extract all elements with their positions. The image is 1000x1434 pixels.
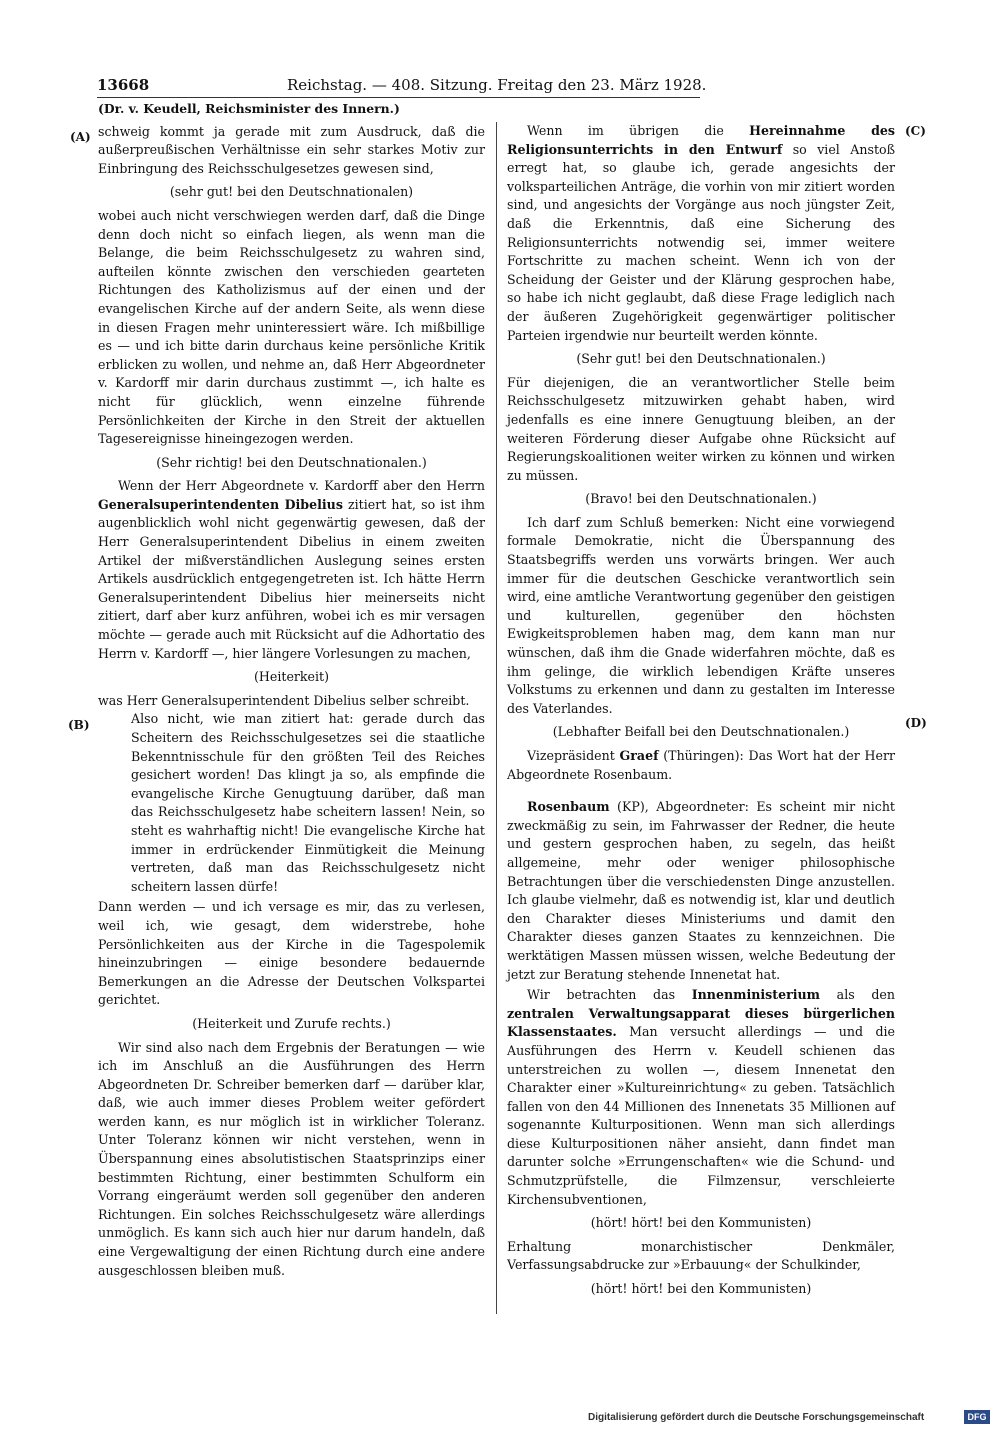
footer-credit: Digitalisierung gefördert durch die Deutsche Forschungsgemeinschaft	[588, 1412, 925, 1423]
right-column	[507, 122, 895, 1304]
speaker-name: Graef	[619, 748, 659, 763]
paragraph: wobei auch nicht verschwiegen werden darf, daß die Dinge denn doch nicht so einfach liegen, als wenn man die Belange, die beim Reichsschulgesetz zu wahren sind, aufteilen könnte zwischen den verschieden gearteten Richtungen des Katholizismus auf der einen und der evangelischen Kirche auf der andern Seite, als wenn diese in diesen Fragen mehr uninteressiert wäre. Ich mißbillige es — und ich bitte darin durchaus keine persönliche Kritik erblicken zu wollen, und nehme an, daß Herr Abgeordneter v. Kardorff mir darin durchaus zustimmt —, ich halte es nicht für glücklich, wenn einzelne führende Persönlichkeiten der Kirche in den Streit der aktuellen Tagesereignisse hineingezogen werden.	[98, 207, 485, 447]
paragraph: Dann werden — und ich versage es mir, das zu verlesen, weil ich, wie gesagt, dem widerstrebe, hohe Persönlichkeiten aus der Kirche in die Tagespolemik hineinzubringen — einige besondere bedauernde Bemerkungen an die Adresse der Deutschen Volkspartei gerichtet.	[98, 899, 485, 1008]
left-column	[98, 100, 485, 1280]
paragraph	[507, 798, 895, 984]
paragraph	[507, 122, 895, 345]
paragraph	[98, 477, 485, 663]
text-run: als den	[820, 987, 895, 1003]
margin-marker-d: (D)	[905, 716, 927, 730]
paragraph: Erhaltung monarchistischer Denkmäler, Verfassungsabdrucke zur »Erbauung« der Schulkinder,	[507, 1238, 895, 1273]
audience-reaction: (Sehr gut! bei den Deutschnationalen.)	[576, 351, 826, 367]
text-run: zitiert hat, so ist ihm augenblicklich wohl nicht gegenwärtig gewesen, daß der Herr Generalsuperintendent Dibelius in einem zweiten Artikel der mißverständlichen Auslegung seines ersten Artikels ausdrücklich entgegengetreten ist. Ich hätte Herrn Generalsuperintendent Dibelius hier meinerseits nicht zitiert, darf aber kurz anführen, wobei ich es mir versagen möchte — gerade auch mit Rücksicht auf die Adhortatio des Herrn v. Kardorff —, hier längere Vorlesungen zu machen,	[98, 496, 486, 661]
bold-text-run: Hereinnahme des Religionsunterrichts in den Entwurf	[507, 123, 895, 157]
text-run: Vizepräsident	[527, 748, 620, 763]
paragraph	[507, 747, 895, 784]
paragraph: schweig kommt ja gerade mit zum Ausdruck, daß die außerpreußischen Verhältnisse ein sehr starkes Motiv zur Einbringung des Reichsschulgesetzes gewesen sind,	[98, 123, 485, 176]
audience-reaction: (Sehr richtig! bei den Deutschnationalen.)	[156, 454, 427, 470]
audience-reaction: (sehr gut! bei den Deutschnationalen)	[169, 184, 414, 200]
margin-marker-c: (C)	[905, 124, 926, 138]
audience-reaction: (hört! hört! bei den Kommunisten)	[590, 1215, 812, 1231]
speaker-name: Rosenbaum	[527, 799, 610, 815]
audience-reaction: (Heiterkeit und Zurufe rechts.)	[192, 1015, 391, 1031]
speaker-attribution: (Dr. v. Keudell, Reichsminister des Innern.)	[98, 101, 400, 116]
audience-reaction: (Heiterkeit)	[254, 669, 329, 685]
bold-text-run: zentralen Verwaltungsapparat dieses bürgerlichen Klassenstaates.	[507, 1005, 895, 1040]
page-header	[97, 74, 707, 96]
text-run: Man versucht allerdings — und die Ausführungen des Herrn v. Keudell schienen das unterstreichen zu wollen —, diesem Innenetat den Charakter einer »Kultureinrichtung« zu geben. Tatsächlich fallen von den 44 Millionen des Innenetats 35 Millionen auf sogenannte Kulturpositionen. Wenn man sich allerdings diese Kulturpositionen näher ansieht, dann findet man darunter solche »Errungenschaften« wie die Schund- und Schmutzprüfstelle, die Filmzensur, verschleierte Kirchensubventionen,	[507, 1024, 895, 1207]
text-run: (Thüringen): Das Wort hat der Herr Abgeordnete Rosenbaum.	[507, 748, 895, 782]
paragraph: Ich darf zum Schluß bemerken: Nicht eine vorwiegend formale Demokratie, nicht die Überspannung des Staatsbegriffs werden uns vorwärts bringen. Wer auch immer für die deutschen Geschicke verantwortlich sein wird, eine amtliche Verantwortung gegenüber den geistigen und kulturellen, gegenüber den höchsten Ewigkeitsproblemen haben mag, dem kann man nur wünschen, daß ihm die Gnade widerfahren möchte, daß es ihm gelinge, die wirklich lebendigen Kräfte unseres Volkstums zu erkennen und dann zu gestalten im Interesse des Vaterlandes.	[507, 514, 895, 716]
audience-reaction: (Bravo! bei den Deutschnationalen.)	[585, 491, 817, 507]
page-running-title: Reichstag. — 408. Sitzung. Freitag den 23. März 1928.	[287, 76, 707, 94]
block-quote: Also nicht, wie man zitiert hat: gerade durch das Scheitern des Reichsschulgesetzes sei die staatliche Bekenntnisschule für den größten Teil des Reiches gesichert worden! Das klingt ja so, als empfinde die evangelische Kirche Genugtuung darüber, daß man das Reichsschulgesetz habe scheitern lassen! Nein, so steht es wahrhaftig nicht! Die evangelische Kirche hat immer in erdrückender Einmütigkeit die Meinung vertreten, daß man das Reichsschulgesetz nicht scheitern lassen dürfe!	[131, 711, 485, 894]
audience-reaction: (Lebhafter Beifall bei den Deutschnationalen.)	[552, 724, 850, 740]
dfg-logo: DFG	[964, 1410, 990, 1424]
margin-marker-b: (B)	[68, 718, 90, 732]
text-run: Wir betrachten das	[527, 987, 692, 1003]
margin-marker-a: (A)	[70, 130, 91, 144]
paragraph	[507, 986, 895, 1209]
paragraph: Für diejenigen, die an verantwortlicher Stelle beim Reichsschulgesetz mitzuwirken gehabt haben, wird jedenfalls es eine innere Genugtuung bleiben, an der weiteren Förderung dieser Aufgabe ohne Rücksicht auf Regierungskoalitionen weiter wirken zu können und wirken zu müssen.	[507, 374, 895, 483]
text-run: Wenn der Herr Abgeordnete v. Kardorff aber den Herrn	[118, 478, 485, 494]
bold-text-run: Generalsuperintendenten Dibelius	[98, 496, 343, 512]
bold-text-run: Innenministerium	[691, 987, 820, 1003]
audience-reaction: (hört! hört! bei den Kommunisten)	[590, 1281, 812, 1297]
paragraph: was Herr Generalsuperintendent Dibelius selber schreibt.	[98, 692, 470, 708]
column-rule	[496, 122, 497, 1314]
text-run: (KP), Abgeordneter: Es scheint mir nicht zweckmäßig zu sein, im Fahrwasser der Redner, die heute und gestern gesprochen haben, zu segeln, das heißt allgemeine, mehr oder weniger philosophische Betrachtungen über die verschiedensten Dinge anzustellen. Ich glaube vielmehr, daß es notwendig ist, klar und deutlich den Charakter dieses Ministeriums und damit den Charakter dieses ganzen Staates zu kennzeichnen. Die werktätigen Massen müssen wissen, welche Bedeutung der jetzt zur Beratung stehende Innenetat hat.	[507, 799, 895, 982]
text-run: so viel Anstoß erregt hat, so glaube ich, gerade angesichts der volksparteilichen Anträge, die vorhin von mir zitiert worden sind, und angesichts der Vorgänge aus noch jüngster Zeit, daß die Erkenntnis, daß eine Sicherung des Religionsunterrichts notwendig sei, immer weitere Fortschritte zu machen scheint. Wenn ich von der Scheidung der Geister und der Klärung gesprochen habe, so habe ich nicht geglaubt, daß diese Frage lediglich nach der äußeren Zugehörigkeit gegenwärtiger politischer Parteien irgendwie nur beurteilt werden könnte.	[507, 141, 895, 343]
page-number: 13668	[97, 76, 150, 94]
paragraph: Wir sind also nach dem Ergebnis der Beratungen — wie ich im Anschluß an die Ausführungen des Herrn Abgeordneten Dr. Schreiber bemerken darf — darüber klar, daß, wie auch immer dieses Problem weiter gefördert werden kann, es nur möglich ist in wirklicher Toleranz. Unter Toleranz können wir nicht verstehen, wenn in Überspannung eines absolutistischen Staatsprinzips einer bestimmten Richtung, einer bestimmten Schulform ein Vorrang eingeräumt werden soll gegenüber den anderen Richtungen. Ein solches Reichsschulgesetz wäre allerdings unmöglich. Es kann sich auch hier nur darum handeln, daß eine Vergewaltigung der einen Richtung durch eine andere ausgeschlossen bleiben muß.	[98, 1039, 485, 1278]
text-run: Wenn im übrigen die	[527, 123, 750, 138]
header-rule	[97, 97, 700, 98]
